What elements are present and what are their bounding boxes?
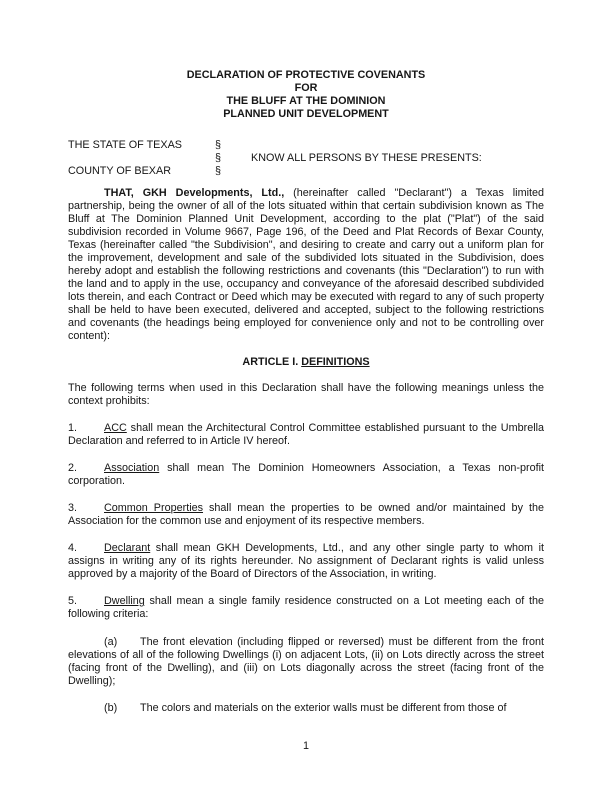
subitem-label: (a) xyxy=(104,636,118,648)
definitions-intro: The following terms when used in this Declaration shall have the following meanings unless the context prohibits: xyxy=(68,382,544,407)
definition-term: Declarant xyxy=(104,542,151,554)
subitem-label: (b) xyxy=(104,702,118,714)
definition-text: shall mean a single family residence constructed on a Lot meeting each of the following criteria: xyxy=(68,595,544,620)
definition-term: ACC xyxy=(104,422,127,434)
title-line-3: THE BLUFF AT THE DOMINION xyxy=(226,95,386,107)
jurat-block xyxy=(68,139,544,178)
subitem-text: The front elevation (including flipped or reversed) must be different from the front elevations of all of the following Dwellings (i) on adjacent Lots, (ii) on Lots directly across the street (facing front of the Dwelling), and (iii) on Lots diagonally across the street (facing front of the Dwelling); xyxy=(68,636,544,687)
definition-text: shall mean the properties to be owned and/or maintained by the Association for the common use and enjoyment of its respective members. xyxy=(68,502,544,527)
article-heading-title: DEFINITIONS xyxy=(301,356,370,368)
title-line-2: FOR xyxy=(294,82,318,94)
definition-item-1 xyxy=(68,422,544,448)
recital-paragraph xyxy=(68,187,544,343)
article-heading-label: ARTICLE I. xyxy=(242,356,302,368)
recital-bold-lead: THAT, GKH Developments, Ltd., xyxy=(104,187,285,199)
definition-item-4 xyxy=(68,542,544,581)
section-symbol: § xyxy=(215,139,222,151)
definition-item-3 xyxy=(68,502,544,528)
definition-number: 3. xyxy=(68,502,78,514)
definition-term: Common Properties xyxy=(104,502,204,514)
article-1-heading xyxy=(68,356,544,369)
definition-item-5 xyxy=(68,595,544,621)
jurat-spacer xyxy=(251,165,544,178)
jurat-spacer xyxy=(68,152,215,165)
definition-term: Dwelling xyxy=(104,595,145,607)
definition-number: 2. xyxy=(68,462,78,474)
dwelling-criterion-a xyxy=(68,636,544,688)
definition-number: 1. xyxy=(68,422,78,434)
jurat-spacer xyxy=(251,139,544,152)
jurat-know-all: KNOW ALL PERSONS BY THESE PRESENTS: xyxy=(251,152,482,164)
definition-number: 4. xyxy=(68,542,78,554)
dwelling-criterion-b xyxy=(68,702,544,715)
title-line-4: PLANNED UNIT DEVELOPMENT xyxy=(223,108,389,120)
definition-item-2 xyxy=(68,462,544,488)
jurat-state: THE STATE OF TEXAS xyxy=(68,139,182,151)
page-number: 1 xyxy=(302,740,309,752)
recital-body: (hereinafter called "Declarant") a Texas limited partnership, being the owner of all of the lots situated within that certain subdivision known as The Bluff at The Dominion Planned Unit Development, according to the plat ("Plat") of the said subdivision recorded in Volume 9667, Page 196, of the Deed and Plat Records of Bexar County, Texas (hereinafter called "the Subdivision", and desiring to create and carry out a uniform plan for the improvement, development and sale of the subdivided lots situated in the Subdivision, does hereby adopt and establish the following restrictions and covenants (this "Declaration") to run with the land and to apply in the use, occupancy and conveyance of the aforesaid described subdivided lots therein, and each Contract or Deed which may be executed with regard to any of such property shall be held to have been executed, delivered and accepted, subject to the following restrictions and covenants (the headings being employed for convenience only and not to be controlling over content): xyxy=(68,187,544,342)
document-title xyxy=(68,69,544,121)
definition-text: shall mean the Architectural Control Committee established pursuant to the Umbrella Declaration and referred to in Article IV hereof. xyxy=(68,422,544,447)
title-line-1: DECLARATION OF PROTECTIVE COVENANTS xyxy=(186,69,426,81)
definition-number: 5. xyxy=(68,595,78,607)
section-symbol: § xyxy=(215,165,222,177)
jurat-county: COUNTY OF BEXAR xyxy=(68,165,171,177)
definition-text: shall mean The Dominion Homeowners Association, a Texas non-profit corporation. xyxy=(68,462,544,487)
definition-term: Association xyxy=(104,462,160,474)
subitem-text: The colors and materials on the exterior walls must be different from those of xyxy=(140,702,507,714)
definition-text: shall mean GKH Developments, Ltd., and any other single party to whom it assigns in writing any of its rights hereunder. No assignment of Declarant rights is valid unless approved by a majority of the Board of Directors of the Association, in writing. xyxy=(68,542,544,580)
section-symbol: § xyxy=(215,152,222,164)
